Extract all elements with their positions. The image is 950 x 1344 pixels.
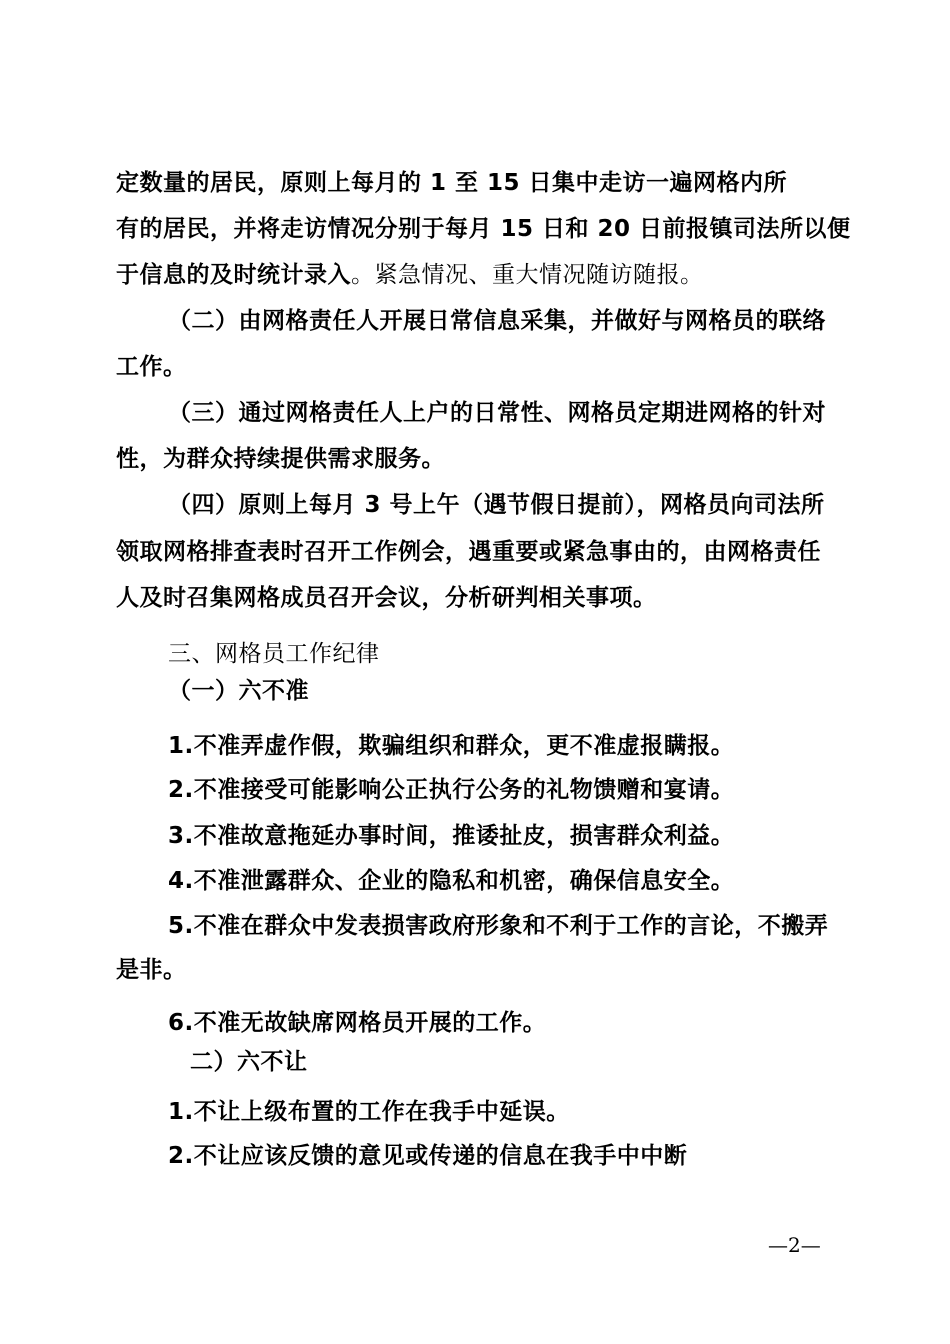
paragraph-3-line-1: （三）通过网格责任人上户的日常性、网格员定期进网格的针对	[168, 400, 826, 426]
list-item-5-continued: 是非。	[116, 957, 187, 983]
list-item-6: 6.不准无故缺席网格员开展的工作。	[168, 1010, 547, 1036]
subsection-2-heading: 二）六不让	[190, 1049, 308, 1075]
list-item-5: 5.不准在群众中发表损害政府形象和不利于工作的言论，不搬弄	[168, 913, 829, 939]
paragraph-4-line-3: 人及时召集网格成员召开会议，分析研判相关事项。	[116, 585, 657, 611]
paragraph-3-line-2: 性，为群众持续提供需求服务。	[116, 446, 445, 472]
list-item-4: 4.不准泄露群众、企业的隐私和机密，确保信息安全。	[168, 868, 735, 894]
paragraph-1-line-1: 定数量的居民，原则上每月的 1 至 15 日集中走访一遍网格内所	[116, 170, 788, 196]
list-item-b1: 1.不让上级布置的工作在我手中延误。	[168, 1099, 570, 1125]
list-item-1: 1.不准弄虚作假，欺骗组织和群众，更不准虚报瞒报。	[168, 733, 735, 759]
paragraph-2-line-2: 工作。	[116, 354, 187, 380]
paragraph-1-line-3	[116, 260, 704, 290]
paragraph-4-line-2: 领取网格排查表时召开工作例会，遇重要或紧急事由的，由网格责任	[116, 539, 821, 565]
subsection-1-heading: （一）六不准	[168, 678, 309, 704]
list-item-3: 3.不准故意拖延办事时间，推诿扯皮，损害群众利益。	[168, 823, 735, 849]
list-item-2: 2.不准接受可能影响公正执行公务的礼物馈赠和宴请。	[168, 777, 735, 803]
paragraph-1-line-3-normal: 。紧急情况、重大情况随访随报。	[351, 262, 704, 288]
list-item-b2: 2.不让应该反馈的意见或传递的信息在我手中中断	[168, 1143, 688, 1169]
paragraph-1-line-2: 有的居民，并将走访情况分别于每月 15 日和 20 日前报镇司法所以便	[116, 216, 851, 242]
paragraph-1-line-3-bold: 于信息的及时统计录入	[116, 262, 351, 288]
section-3-heading: 三、网格员工作纪律	[168, 641, 380, 667]
page-number: —2—	[768, 1233, 821, 1257]
paragraph-2-line-1: （二）由网格责任人开展日常信息采集，并做好与网格员的联络	[168, 308, 826, 334]
paragraph-4-line-1: （四）原则上每月 3 号上午（遇节假日提前），网格员向司法所	[168, 492, 825, 518]
